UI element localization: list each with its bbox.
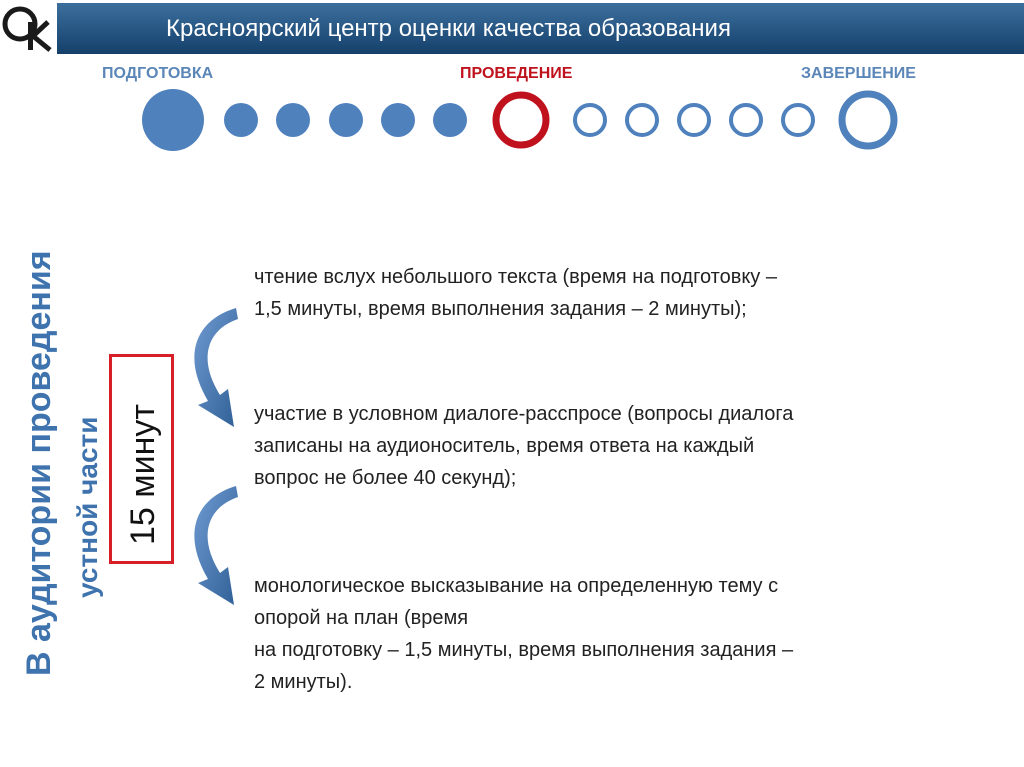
- side-title: [16, 238, 103, 683]
- logo: [0, 0, 57, 57]
- step-pending: [627, 105, 657, 135]
- step-dot: [433, 103, 467, 137]
- step-pending: [679, 105, 709, 135]
- header: [0, 0, 1024, 57]
- step-dot: [381, 103, 415, 137]
- step-pending: [575, 105, 605, 135]
- item-line: 2 минуты).: [254, 671, 353, 693]
- item-line: опорой на план (время: [254, 607, 469, 629]
- stage-label-run: ПРОВЕДЕНИЕ: [460, 65, 573, 82]
- duration-text: 15 минут: [124, 404, 162, 545]
- logo-icon: [0, 0, 57, 57]
- stage-label-end: ЗАВЕРШЕНИЕ: [801, 65, 916, 82]
- stage-label-prep: ПОДГОТОВКА: [102, 65, 214, 82]
- item-line: на подготовку – 1,5 минуты, время выполнения задания –: [254, 639, 794, 661]
- step-dot: [329, 103, 363, 137]
- step-pending: [731, 105, 761, 135]
- list-item: [254, 261, 974, 325]
- step-dot: [142, 89, 204, 151]
- item-line: чтение вслух небольшого текста (время на подготовку –: [254, 266, 777, 288]
- progress-steps: [0, 80, 1024, 160]
- duration-box: [109, 354, 174, 564]
- item-line: участие в условном диалоге-расспросе (вопросы диалога: [254, 403, 794, 425]
- item-line: вопрос не более 40 секунд);: [254, 467, 517, 489]
- item-line: монологическое высказывание на определенную тему с: [254, 575, 779, 597]
- list-item: [254, 570, 974, 698]
- step-dot: [276, 103, 310, 137]
- item-line: записаны на аудионоситель, время ответа на каждый: [254, 435, 755, 457]
- page-title: Красноярский центр оценки качества образования: [166, 15, 731, 42]
- side-title-line2: устной части: [72, 416, 103, 598]
- step-final: [842, 94, 894, 146]
- side-title-line1: В аудитории проведения: [20, 250, 58, 676]
- curved-arrow-icon: [176, 483, 246, 613]
- list-item: [254, 398, 974, 494]
- step-current: [496, 95, 546, 145]
- item-line: 1,5 минуты, время выполнения задания – 2 минуты);: [254, 298, 747, 320]
- curved-arrow-icon: [176, 305, 246, 435]
- step-dot: [224, 103, 258, 137]
- step-pending: [783, 105, 813, 135]
